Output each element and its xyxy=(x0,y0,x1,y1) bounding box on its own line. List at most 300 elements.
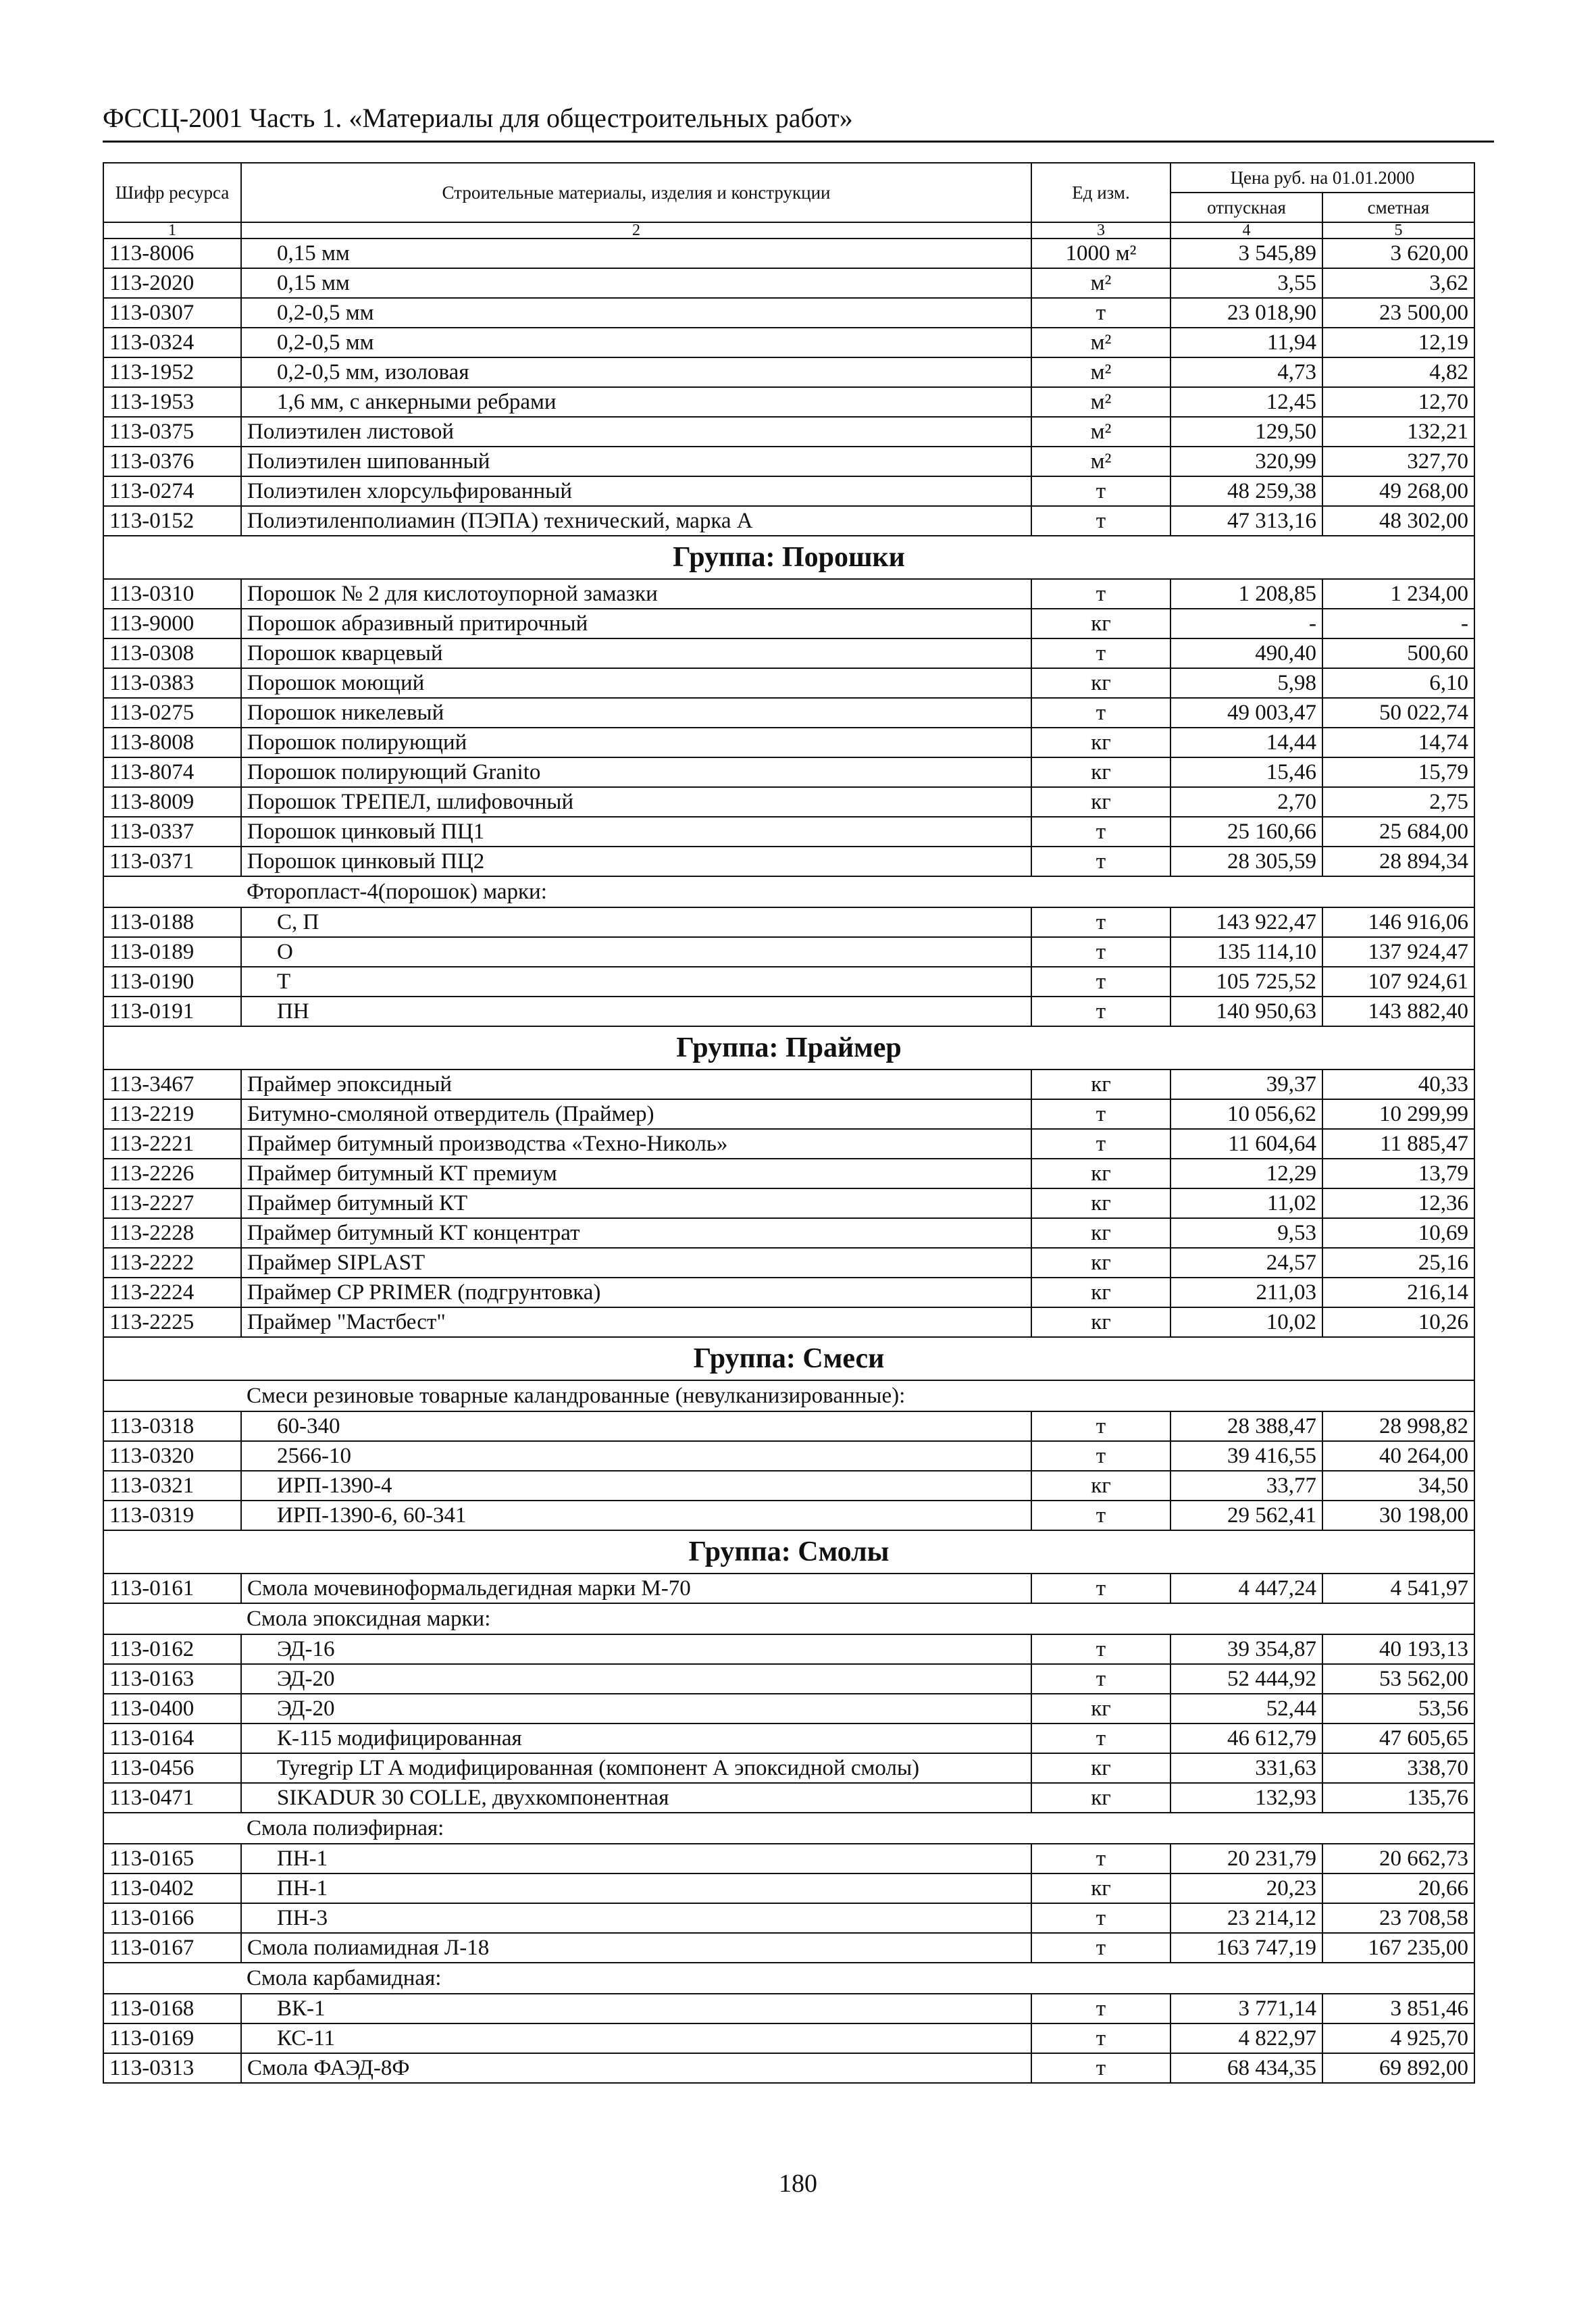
material-name: Полиэтилен листовой xyxy=(241,417,1031,447)
estimate-price: 23 708,58 xyxy=(1322,1903,1474,1933)
unit: кг xyxy=(1031,609,1170,638)
resource-code: 113-0152 xyxy=(103,506,241,536)
table-row xyxy=(103,1634,1474,1664)
table-row xyxy=(103,1099,1474,1129)
unit: кг xyxy=(1031,1159,1170,1188)
resource-code: 113-0308 xyxy=(103,638,241,668)
unit: т xyxy=(1031,698,1170,728)
release-price: 320,99 xyxy=(1170,447,1322,476)
estimate-price: 3,62 xyxy=(1322,268,1474,298)
material-name: ПН-3 xyxy=(241,1903,1031,1933)
unit: кг xyxy=(1031,757,1170,787)
material-name: 0,2-0,5 мм xyxy=(241,328,1031,357)
unit: кг xyxy=(1031,1188,1170,1218)
material-name: Порошок абразивный притирочный xyxy=(241,609,1031,638)
table-row xyxy=(103,907,1474,937)
table-row xyxy=(103,1694,1474,1724)
release-price: 10 056,62 xyxy=(1170,1099,1322,1129)
estimate-price: 40,33 xyxy=(1322,1070,1474,1099)
table-row xyxy=(103,1441,1474,1471)
subheading-row xyxy=(103,1963,1474,1994)
subheading-spacer xyxy=(103,1963,241,1994)
release-price: - xyxy=(1170,609,1322,638)
unit: кг xyxy=(1031,1753,1170,1783)
material-name: О xyxy=(241,937,1031,967)
resource-code: 113-8074 xyxy=(103,757,241,787)
page-header-title: ФССЦ-2001 Часть 1. «Материалы для общестроительных работ» xyxy=(103,103,853,133)
resource-code: 113-1952 xyxy=(103,357,241,387)
head-unit: Ед изм. xyxy=(1031,163,1170,222)
release-price: 3,55 xyxy=(1170,268,1322,298)
estimate-price: 327,70 xyxy=(1322,447,1474,476)
estimate-price: 11 885,47 xyxy=(1322,1129,1474,1159)
resource-code: 113-2225 xyxy=(103,1307,241,1337)
subheading-spacer xyxy=(103,1380,241,1411)
resource-code: 113-9000 xyxy=(103,609,241,638)
table-row xyxy=(103,357,1474,387)
subheading-row xyxy=(103,1603,1474,1634)
release-price: 24,57 xyxy=(1170,1248,1322,1278)
estimate-price: 3 851,46 xyxy=(1322,1994,1474,2023)
unit: т xyxy=(1031,1664,1170,1694)
estimate-price: 10 299,99 xyxy=(1322,1099,1474,1129)
material-name: 60-340 xyxy=(241,1411,1031,1441)
material-name: Полиэтилен шипованный xyxy=(241,447,1031,476)
unit: кг xyxy=(1031,1218,1170,1248)
resource-code: 113-0318 xyxy=(103,1411,241,1441)
estimate-price: 4 541,97 xyxy=(1322,1574,1474,1603)
header-divider xyxy=(103,141,1494,143)
resource-code: 113-0471 xyxy=(103,1783,241,1813)
table-row xyxy=(103,1664,1474,1694)
release-price: 12,45 xyxy=(1170,387,1322,417)
subheading-text: Смола полиэфирная: xyxy=(241,1813,1474,1844)
unit: кг xyxy=(1031,1783,1170,1813)
unit: т xyxy=(1031,817,1170,847)
price-table-body xyxy=(103,238,1474,2083)
material-name: ПН-1 xyxy=(241,1844,1031,1873)
release-price: 143 922,47 xyxy=(1170,907,1322,937)
resource-code: 113-0375 xyxy=(103,417,241,447)
unit: кг xyxy=(1031,1070,1170,1099)
unit: м² xyxy=(1031,328,1170,357)
resource-code: 113-2227 xyxy=(103,1188,241,1218)
estimate-price: 10,69 xyxy=(1322,1218,1474,1248)
release-price: 20 231,79 xyxy=(1170,1844,1322,1873)
resource-code: 113-0167 xyxy=(103,1933,241,1963)
release-price: 25 160,66 xyxy=(1170,817,1322,847)
subheading-text: Смола эпоксидная марки: xyxy=(241,1603,1474,1634)
release-price: 14,44 xyxy=(1170,728,1322,757)
estimate-price: 143 882,40 xyxy=(1322,997,1474,1026)
unit: кг xyxy=(1031,668,1170,698)
release-price: 39,37 xyxy=(1170,1070,1322,1099)
table-row xyxy=(103,298,1474,328)
unit: т xyxy=(1031,907,1170,937)
head-release-price: отпускная xyxy=(1170,193,1322,222)
group-heading-row xyxy=(103,1530,1474,1574)
release-price: 163 747,19 xyxy=(1170,1933,1322,1963)
estimate-price: 1 234,00 xyxy=(1322,579,1474,609)
resource-code: 113-0321 xyxy=(103,1471,241,1501)
release-price: 12,29 xyxy=(1170,1159,1322,1188)
unit: т xyxy=(1031,506,1170,536)
table-row xyxy=(103,506,1474,536)
column-number: 3 xyxy=(1031,222,1170,238)
resource-code: 113-1953 xyxy=(103,387,241,417)
unit: м² xyxy=(1031,417,1170,447)
group-heading-row xyxy=(103,1337,1474,1380)
release-price: 135 114,10 xyxy=(1170,937,1322,967)
material-name: ЭД-20 xyxy=(241,1694,1031,1724)
resource-code: 113-0191 xyxy=(103,997,241,1026)
resource-code: 113-3467 xyxy=(103,1070,241,1099)
column-number-row xyxy=(103,222,1474,238)
table-row xyxy=(103,417,1474,447)
release-price: 132,93 xyxy=(1170,1783,1322,1813)
material-name: ВК-1 xyxy=(241,1994,1031,2023)
resource-code: 113-0275 xyxy=(103,698,241,728)
material-name: Полиэтиленполиамин (ПЭПА) технический, марка А xyxy=(241,506,1031,536)
estimate-price: 23 500,00 xyxy=(1322,298,1474,328)
release-price: 39 354,87 xyxy=(1170,1634,1322,1664)
table-row xyxy=(103,668,1474,698)
material-name: Смола мочевиноформальдегидная марки М-70 xyxy=(241,1574,1031,1603)
estimate-price: 13,79 xyxy=(1322,1159,1474,1188)
material-name: Праймер CP PRIMER (подгрунтовка) xyxy=(241,1278,1031,1307)
release-price: 48 259,38 xyxy=(1170,476,1322,506)
unit: т xyxy=(1031,997,1170,1026)
estimate-price: 20,66 xyxy=(1322,1873,1474,1903)
unit: кг xyxy=(1031,1471,1170,1501)
table-row xyxy=(103,328,1474,357)
estimate-price: 28 894,34 xyxy=(1322,847,1474,876)
material-name: Праймер SIPLAST xyxy=(241,1248,1031,1278)
unit: т xyxy=(1031,1574,1170,1603)
table-row xyxy=(103,1307,1474,1337)
resource-code: 113-0190 xyxy=(103,967,241,997)
material-name: Порошок полирующий xyxy=(241,728,1031,757)
table-row xyxy=(103,2023,1474,2053)
table-row xyxy=(103,1501,1474,1530)
estimate-price: 25 684,00 xyxy=(1322,817,1474,847)
table-row xyxy=(103,1411,1474,1441)
table-row xyxy=(103,967,1474,997)
group-heading-row xyxy=(103,536,1474,579)
table-row xyxy=(103,1994,1474,2023)
resource-code: 113-0166 xyxy=(103,1903,241,1933)
material-name: 2566-10 xyxy=(241,1441,1031,1471)
unit: кг xyxy=(1031,1694,1170,1724)
estimate-price: 4,82 xyxy=(1322,357,1474,387)
release-price: 15,46 xyxy=(1170,757,1322,787)
material-name: 1,6 мм, с анкерными ребрами xyxy=(241,387,1031,417)
material-name: Смола ФАЭД-8Ф xyxy=(241,2053,1031,2083)
resource-code: 113-2221 xyxy=(103,1129,241,1159)
release-price: 140 950,63 xyxy=(1170,997,1322,1026)
resource-code: 113-2219 xyxy=(103,1099,241,1129)
unit: т xyxy=(1031,847,1170,876)
release-price: 105 725,52 xyxy=(1170,967,1322,997)
unit: т xyxy=(1031,1441,1170,1471)
unit: т xyxy=(1031,1994,1170,2023)
unit: т xyxy=(1031,1129,1170,1159)
material-name: Порошок ТРЕПЕЛ, шлифовочный xyxy=(241,787,1031,817)
unit: т xyxy=(1031,638,1170,668)
unit: т xyxy=(1031,1933,1170,1963)
material-name: Полиэтилен хлорсульфированный xyxy=(241,476,1031,506)
estimate-price: 10,26 xyxy=(1322,1307,1474,1337)
unit: кг xyxy=(1031,1307,1170,1337)
unit: м² xyxy=(1031,387,1170,417)
estimate-price: 49 268,00 xyxy=(1322,476,1474,506)
release-price: 39 416,55 xyxy=(1170,1441,1322,1471)
table-row xyxy=(103,1070,1474,1099)
material-name: Порошок кварцевый xyxy=(241,638,1031,668)
table-row xyxy=(103,847,1474,876)
material-name: SIKADUR 30 COLLE, двухкомпонентная xyxy=(241,1783,1031,1813)
release-price: 10,02 xyxy=(1170,1307,1322,1337)
material-name: Порошок никелевый xyxy=(241,698,1031,728)
release-price: 9,53 xyxy=(1170,1218,1322,1248)
table-row xyxy=(103,579,1474,609)
unit: м² xyxy=(1031,447,1170,476)
material-name: ЭД-16 xyxy=(241,1634,1031,1664)
estimate-price: 14,74 xyxy=(1322,728,1474,757)
resource-code: 113-8008 xyxy=(103,728,241,757)
material-name: Порошок моющий xyxy=(241,668,1031,698)
estimate-price: 40 193,13 xyxy=(1322,1634,1474,1664)
estimate-price: 137 924,47 xyxy=(1322,937,1474,967)
resource-code: 113-2222 xyxy=(103,1248,241,1278)
resource-code: 113-0456 xyxy=(103,1753,241,1783)
material-name: 0,15 мм xyxy=(241,238,1031,268)
material-name: Праймер "Мастбест" xyxy=(241,1307,1031,1337)
unit: т xyxy=(1031,1724,1170,1753)
release-price: 3 545,89 xyxy=(1170,238,1322,268)
estimate-price: 4 925,70 xyxy=(1322,2023,1474,2053)
table-row xyxy=(103,476,1474,506)
estimate-price: 53,56 xyxy=(1322,1694,1474,1724)
resource-code: 113-0371 xyxy=(103,847,241,876)
resource-code: 113-0400 xyxy=(103,1694,241,1724)
unit: т xyxy=(1031,476,1170,506)
unit: т xyxy=(1031,1844,1170,1873)
material-name: Смола полиамидная Л-18 xyxy=(241,1933,1031,1963)
release-price: 68 434,35 xyxy=(1170,2053,1322,2083)
group-heading: Группа: Смеси xyxy=(103,1337,1474,1380)
group-heading: Группа: Праймер xyxy=(103,1026,1474,1070)
subheading-text: Смола карбамидная: xyxy=(241,1963,1474,1994)
estimate-price: 40 264,00 xyxy=(1322,1441,1474,1471)
resource-code: 113-2228 xyxy=(103,1218,241,1248)
estimate-price: 53 562,00 xyxy=(1322,1664,1474,1694)
material-name: ИРП-1390-4 xyxy=(241,1471,1031,1501)
material-name: 0,2-0,5 мм xyxy=(241,298,1031,328)
table-row xyxy=(103,1278,1474,1307)
table-row xyxy=(103,1159,1474,1188)
estimate-price: 12,70 xyxy=(1322,387,1474,417)
table-row xyxy=(103,817,1474,847)
unit: кг xyxy=(1031,728,1170,757)
subheading-text: Смеси резиновые товарные каландрованные (невулканизированные): xyxy=(241,1380,1474,1411)
release-price: 3 771,14 xyxy=(1170,1994,1322,2023)
subheading-spacer xyxy=(103,1813,241,1844)
resource-code: 113-2226 xyxy=(103,1159,241,1188)
column-number: 5 xyxy=(1322,222,1474,238)
table-row xyxy=(103,728,1474,757)
table-row xyxy=(103,1753,1474,1783)
unit: кг xyxy=(1031,1248,1170,1278)
material-name: Т xyxy=(241,967,1031,997)
release-price: 2,70 xyxy=(1170,787,1322,817)
table-row xyxy=(103,937,1474,967)
resource-code: 113-0319 xyxy=(103,1501,241,1530)
resource-code: 113-0337 xyxy=(103,817,241,847)
estimate-price: 3 620,00 xyxy=(1322,238,1474,268)
table-row xyxy=(103,1933,1474,1963)
release-price: 29 562,41 xyxy=(1170,1501,1322,1530)
subheading-row xyxy=(103,876,1474,907)
column-number: 1 xyxy=(103,222,241,238)
resource-code: 113-0161 xyxy=(103,1574,241,1603)
estimate-price: 6,10 xyxy=(1322,668,1474,698)
release-price: 23 214,12 xyxy=(1170,1903,1322,1933)
table-row xyxy=(103,268,1474,298)
unit: т xyxy=(1031,1411,1170,1441)
material-name: ПН xyxy=(241,997,1031,1026)
material-name: Tyregrip LT A модифицированная (компонент А эпоксидной смолы) xyxy=(241,1753,1031,1783)
material-name: 0,15 мм xyxy=(241,268,1031,298)
table-row xyxy=(103,1248,1474,1278)
release-price: 20,23 xyxy=(1170,1873,1322,1903)
subheading-row xyxy=(103,1380,1474,1411)
unit: т xyxy=(1031,1099,1170,1129)
table-row xyxy=(103,997,1474,1026)
release-price: 52,44 xyxy=(1170,1694,1322,1724)
resource-code: 113-0188 xyxy=(103,907,241,937)
estimate-price: 167 235,00 xyxy=(1322,1933,1474,1963)
resource-code: 113-0274 xyxy=(103,476,241,506)
estimate-price: 25,16 xyxy=(1322,1248,1474,1278)
resource-code: 113-0169 xyxy=(103,2023,241,2053)
release-price: 46 612,79 xyxy=(1170,1724,1322,1753)
estimate-price: 69 892,00 xyxy=(1322,2053,1474,2083)
resource-code: 113-8009 xyxy=(103,787,241,817)
resource-code: 113-0402 xyxy=(103,1873,241,1903)
head-code: Шифр ресурса xyxy=(103,163,241,222)
release-price: 11,94 xyxy=(1170,328,1322,357)
unit: т xyxy=(1031,937,1170,967)
unit: м² xyxy=(1031,268,1170,298)
estimate-price: 107 924,61 xyxy=(1322,967,1474,997)
unit: кг xyxy=(1031,1873,1170,1903)
head-estimate-price: сметная xyxy=(1322,193,1474,222)
resource-code: 113-0164 xyxy=(103,1724,241,1753)
material-name: Праймер битумный КТ премиум xyxy=(241,1159,1031,1188)
estimate-price: 338,70 xyxy=(1322,1753,1474,1783)
table-row xyxy=(103,787,1474,817)
estimate-price: 50 022,74 xyxy=(1322,698,1474,728)
resource-code: 113-0163 xyxy=(103,1664,241,1694)
resource-code: 113-0313 xyxy=(103,2053,241,2083)
release-price: 49 003,47 xyxy=(1170,698,1322,728)
estimate-price: 20 662,73 xyxy=(1322,1844,1474,1873)
estimate-price: 12,36 xyxy=(1322,1188,1474,1218)
table-row xyxy=(103,1903,1474,1933)
release-price: 490,40 xyxy=(1170,638,1322,668)
unit: т xyxy=(1031,1903,1170,1933)
material-name: КС-11 xyxy=(241,2023,1031,2053)
release-price: 211,03 xyxy=(1170,1278,1322,1307)
material-name: ПН-1 xyxy=(241,1873,1031,1903)
material-name: К-115 модифицированная xyxy=(241,1724,1031,1753)
release-price: 4,73 xyxy=(1170,357,1322,387)
unit: м² xyxy=(1031,357,1170,387)
resource-code: 113-2224 xyxy=(103,1278,241,1307)
table-row xyxy=(103,609,1474,638)
table-row xyxy=(103,238,1474,268)
head-price-group: Цена руб. на 01.01.2000 xyxy=(1170,163,1474,193)
material-name: Праймер битумный производства «Техно-Николь» xyxy=(241,1129,1031,1159)
table-row xyxy=(103,1844,1474,1873)
subheading-row xyxy=(103,1813,1474,1844)
material-name: Битумно-смоляной отвердитель (Праймер) xyxy=(241,1099,1031,1129)
column-number: 4 xyxy=(1170,222,1322,238)
resource-code: 113-0320 xyxy=(103,1441,241,1471)
head-name: Строительные материалы, изделия и конструкции xyxy=(241,163,1031,222)
material-name: ЭД-20 xyxy=(241,1664,1031,1694)
unit: т xyxy=(1031,579,1170,609)
release-price: 47 313,16 xyxy=(1170,506,1322,536)
table-row xyxy=(103,1188,1474,1218)
table-row xyxy=(103,1783,1474,1813)
unit: т xyxy=(1031,1501,1170,1530)
estimate-price: 47 605,65 xyxy=(1322,1724,1474,1753)
release-price: 28 305,59 xyxy=(1170,847,1322,876)
unit: кг xyxy=(1031,1278,1170,1307)
estimate-price: 34,50 xyxy=(1322,1471,1474,1501)
release-price: 5,98 xyxy=(1170,668,1322,698)
estimate-price: 135,76 xyxy=(1322,1783,1474,1813)
unit: т xyxy=(1031,298,1170,328)
estimate-price: 48 302,00 xyxy=(1322,506,1474,536)
table-row xyxy=(103,1873,1474,1903)
material-name: Порошок цинковый ПЦ1 xyxy=(241,817,1031,847)
page-number: 180 xyxy=(779,2169,817,2198)
column-number: 2 xyxy=(241,222,1031,238)
release-price: 11,02 xyxy=(1170,1188,1322,1218)
material-name: Праймер эпоксидный xyxy=(241,1070,1031,1099)
unit: 1000 м² xyxy=(1031,238,1170,268)
estimate-price: 15,79 xyxy=(1322,757,1474,787)
resource-code: 113-2020 xyxy=(103,268,241,298)
estimate-price: 146 916,06 xyxy=(1322,907,1474,937)
material-name: 0,2-0,5 мм, изоловая xyxy=(241,357,1031,387)
release-price: 4 822,97 xyxy=(1170,2023,1322,2053)
resource-code: 113-0324 xyxy=(103,328,241,357)
table-row xyxy=(103,387,1474,417)
unit: т xyxy=(1031,967,1170,997)
unit: т xyxy=(1031,1634,1170,1664)
release-price: 4 447,24 xyxy=(1170,1574,1322,1603)
table-row xyxy=(103,1129,1474,1159)
table-row xyxy=(103,1724,1474,1753)
resource-code: 113-0383 xyxy=(103,668,241,698)
estimate-price: 30 198,00 xyxy=(1322,1501,1474,1530)
resource-code: 113-0189 xyxy=(103,937,241,967)
release-price: 331,63 xyxy=(1170,1753,1322,1783)
